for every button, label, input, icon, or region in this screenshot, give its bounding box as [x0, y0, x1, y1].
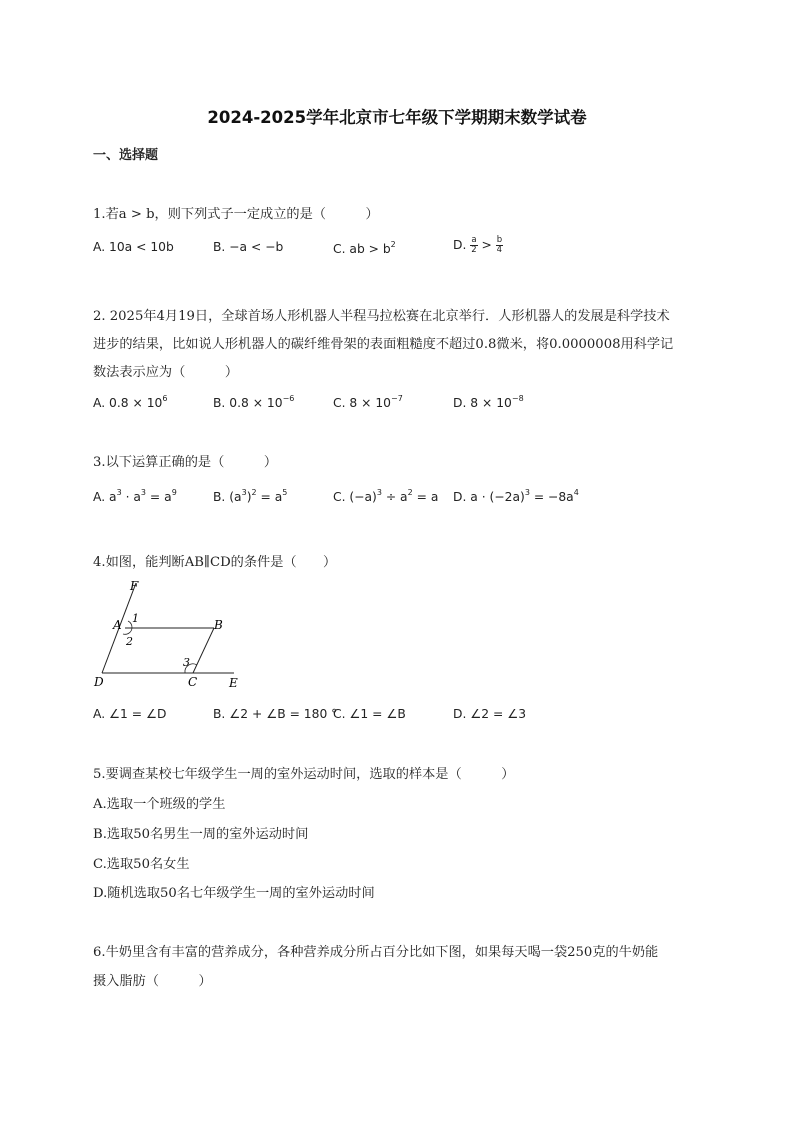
q5-option-d: D.随机选取50名七年级学生一周的室外运动时间	[93, 886, 375, 901]
q5-option-c: C.选取50名女生	[93, 857, 190, 872]
label-d: D	[94, 675, 104, 689]
label-c: C	[188, 675, 198, 689]
question-6-line-2: 摄入脂肪（ ）	[93, 974, 212, 989]
label-angle-2: 2	[126, 635, 133, 648]
page-title: 2024-2025学年北京市七年级下学期期末数学试卷	[207, 108, 587, 127]
question-2-line-3: 数法表示应为（ ）	[93, 365, 239, 380]
q2-option-a: A. $0.8 \times 10^6$	[93, 394, 168, 410]
question-6-line-1: 6.牛奶里含有丰富的营养成分，各种营养成分所占百分比如下图，如果每天喝一袋250克的牛奶能	[93, 945, 659, 960]
q2-option-c: C. $8 \times 10^{-7}$	[333, 394, 403, 410]
section-heading: 一、选择题	[93, 148, 159, 163]
q1-option-c: C. ab > $b^2$	[333, 240, 396, 256]
label-f: F	[130, 579, 139, 593]
question-5-stem: 5.要调查某校七年级学生一周的室外运动时间，选取的样本是（ ）	[93, 767, 515, 782]
label-angle-3: 3	[183, 656, 190, 669]
label-a: A	[113, 618, 122, 632]
q3-option-b: B. $(a^3)^2 = a^5$	[213, 488, 288, 504]
question-2-line-2: 进步的结果，比如说人形机器人的碳纤维骨架的表面粗糙度不超过0.8微米，将0.0000008用科学记	[93, 337, 674, 352]
q3-option-c: C. $(-a)^3 \div a^2 = a$	[333, 488, 439, 504]
q2-option-d: D. $8 \times 10^{-8}$	[453, 394, 524, 410]
q4-option-c: C. ∠1 = ∠B	[333, 707, 406, 721]
q4-option-d: D. ∠2 = ∠3	[453, 707, 527, 721]
question-1-stem: 1.若a > b，则下列式子一定成立的是（ ）	[93, 207, 379, 222]
segment-bc	[193, 628, 214, 673]
q1-option-b: B. −a < −b	[213, 240, 284, 254]
q5-option-a: A.选取一个班级的学生	[93, 797, 226, 812]
parallelogram-figure	[88, 578, 248, 693]
label-angle-1: 1	[132, 612, 139, 625]
q1-option-a: A. 10a < 10b	[93, 240, 174, 254]
q1-option-d: D. $\frac{a}{2}$ > $\frac{b}{4}$	[453, 235, 503, 255]
label-e: E	[229, 676, 238, 690]
q4-option-b: B. ∠2 + ∠B = 180 °	[213, 707, 338, 721]
q5-option-b: B.选取50名男生一周的室外运动时间	[93, 827, 309, 842]
q3-option-a: A. $a^3 \cdot a^3 = a^9$	[93, 488, 177, 504]
question-3-stem: 3.以下运算正确的是（ ）	[93, 455, 278, 470]
q4-option-a: A. ∠1 = ∠D	[93, 707, 167, 721]
question-2-line-1: 2. 2025年4月19日，全球首场人形机器人半程马拉松赛在北京举行．人形机器人的发展是科学技术	[93, 309, 670, 324]
angle-2-arc	[123, 628, 132, 634]
fraction-b-over-4: $\frac{b}{4}$	[496, 235, 503, 255]
q2-option-b: B. $0.8 \times 10^{-6}$	[213, 394, 295, 410]
label-b: B	[214, 618, 223, 632]
q3-option-d: D. $a \cdot (-2a)^3 = -8a^4$	[453, 488, 579, 504]
fraction-a-over-2: $\frac{a}{2}$	[471, 235, 477, 255]
question-4-stem: 4.如图，能判断AB∥CD的条件是（ ）	[93, 555, 337, 570]
